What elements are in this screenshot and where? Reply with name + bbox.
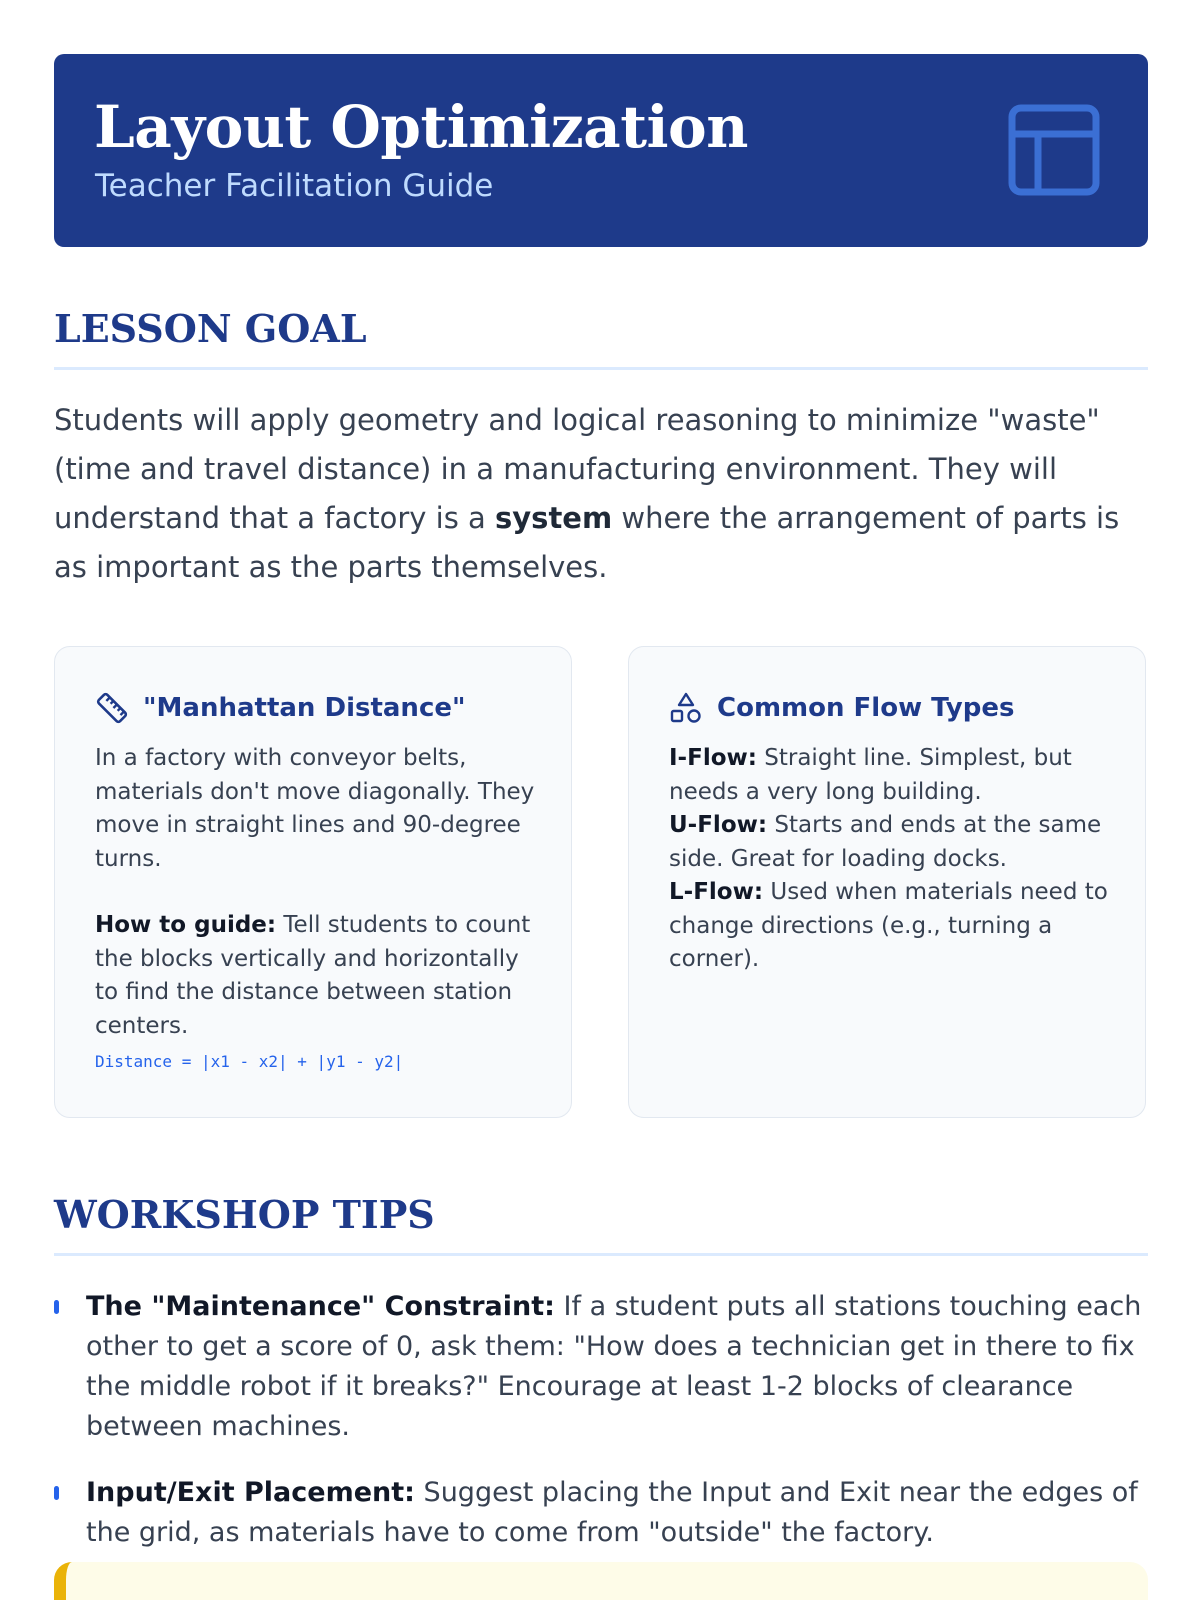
manhattan-paragraph: In a factory with conveyor belts, materials don't move diagonally. They move in straight lines and 90-degree turns. [95,745,535,872]
flow-card-body [669,742,1119,977]
tip-label: The "Maintenance" Constraint: [86,1291,555,1322]
manhattan-card-body [95,742,545,1075]
tip-text: Suggest placing the Input and Exit near the edges of the grid, as materials have to come from "outside" the factory. [86,1477,1138,1548]
bullet-marker [54,1486,59,1500]
flow-item-i [669,742,1119,809]
flow-item-label: L-Flow: [669,879,764,905]
guide-label: How to guide: [95,912,277,938]
manhattan-guide [95,909,545,1043]
lesson-goal-text-end: where the arrangement of parts is as important as the parts themselves. [54,501,1120,584]
flow-item-text: Straight line. Simplest, but needs a very long building. [669,745,1072,805]
lesson-goal-emphasis: system [495,501,613,535]
ruler-icon [95,691,129,725]
header-banner [54,54,1148,247]
manhattan-distance-card [54,646,572,1118]
shapes-icon [669,691,703,725]
flow-card-header [669,691,1014,725]
bullet-marker [54,1300,59,1314]
list-item [54,1287,1148,1447]
manhattan-card-header [95,691,466,725]
manhattan-card-title: "Manhattan Distance" [143,693,466,723]
layout-icon [1008,104,1100,196]
flow-item-label: I-Flow: [669,745,757,771]
flow-item-label: U-Flow: [669,812,768,838]
lesson-goal-text [54,396,1154,592]
flow-item-text: Used when materials need to change directions (e.g., turning a corner). [669,879,1108,972]
flow-item-l [669,876,1119,977]
list-item [54,1473,1148,1553]
tip-label: Input/Exit Placement: [86,1477,415,1508]
tip-text: If a student puts all stations touching each other to get a score of 0, ask them: "How does a technician get in there to fix the middle robot if it breaks?" Encourage at least 1-2 blocks of clearance between machines. [86,1291,1142,1442]
flow-card-title: Common Flow Types [717,693,1015,723]
flow-item-text: Starts and ends at the same side. Great for loading docks. [669,812,1102,872]
page-subtitle: Teacher Facilitation Guide [95,168,494,204]
callout-box [54,1562,1148,1600]
page-title: Layout Optimization [94,93,748,161]
flow-item-u [669,809,1119,876]
workshop-tips-divider [54,1253,1148,1256]
workshop-tips-list [54,1287,1148,1579]
lesson-goal-text-start: Students will apply geometry and logical reasoning to minimize "waste" (time and travel distance) in a manufacturing environment. They will understand that a factory is a [54,403,1100,535]
lesson-goal-heading: LESSON GOAL [54,306,367,351]
distance-formula: Distance = |x1 - x2| + |y1 - y2| [95,1052,404,1071]
workshop-tips-heading: WORKSHOP TIPS [54,1192,435,1237]
flow-types-card [628,646,1146,1118]
lesson-goal-divider [54,367,1148,370]
guide-text: Tell students to count the blocks vertically and horizontally to find the distance between station centers. [95,912,531,1039]
